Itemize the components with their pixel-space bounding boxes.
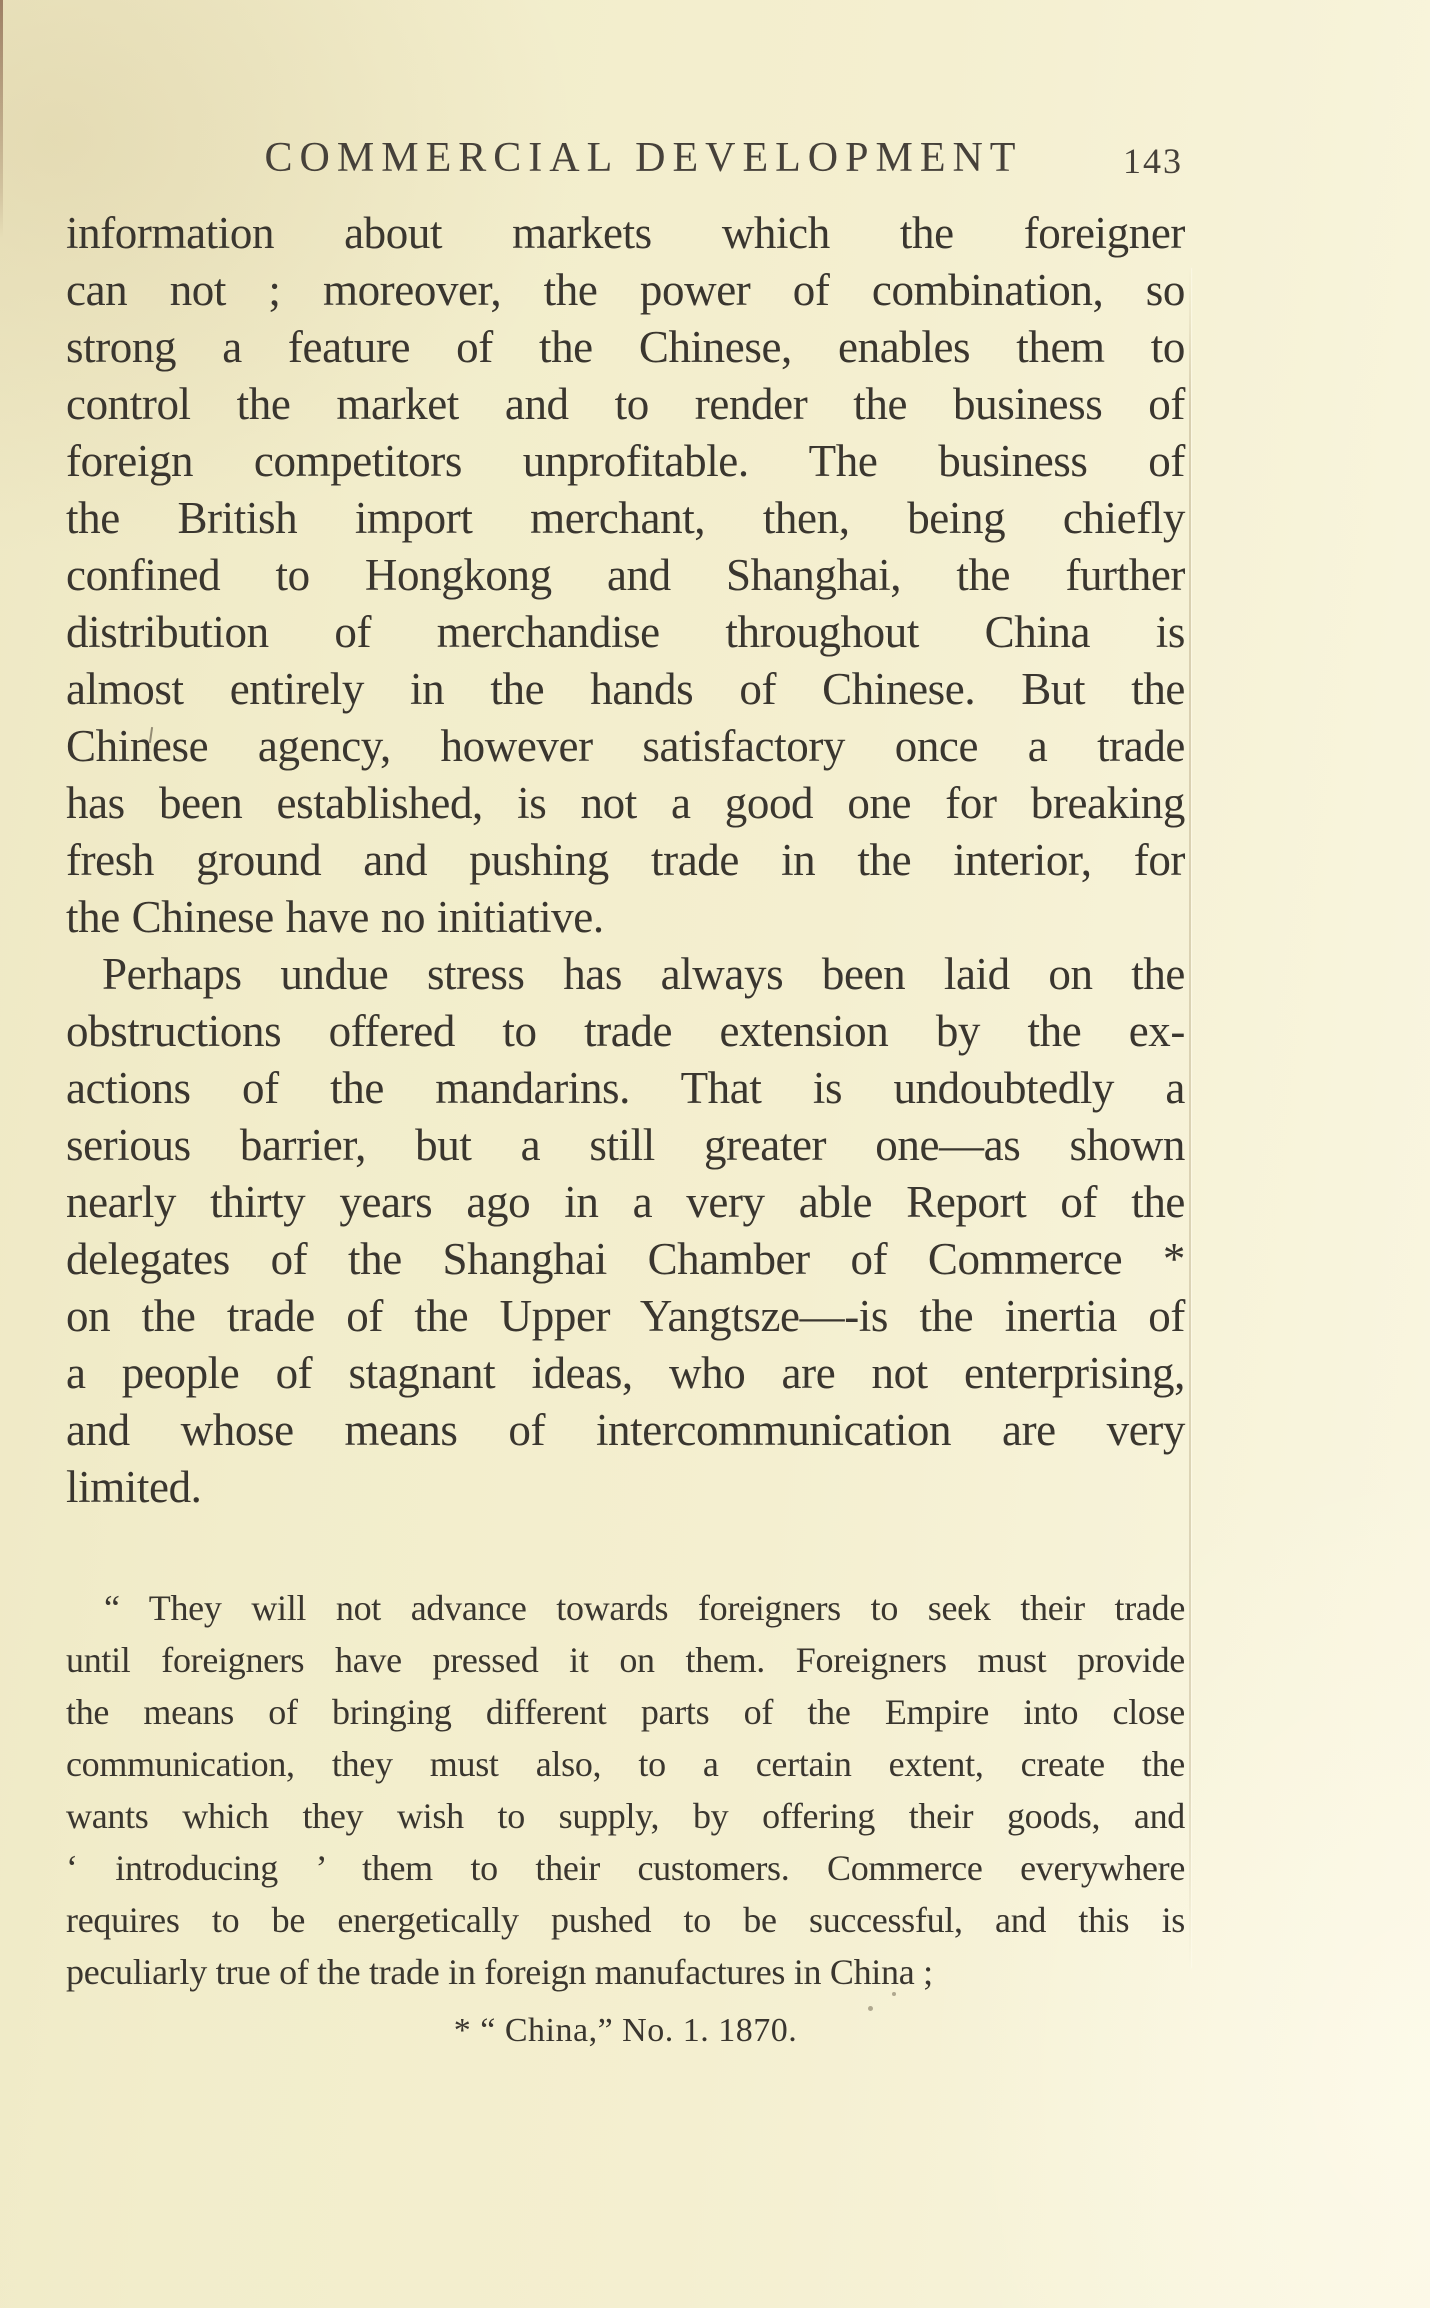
blockquote-excerpt	[66, 1582, 1185, 1998]
scan-edge-artifact	[0, 0, 3, 238]
text-line: a people of stagnant ideas, who are not enterprising,	[66, 1348, 1185, 1398]
text-line: Perhaps undue stress has always been laid on the	[102, 949, 1185, 999]
text-line: and whose means of intercommunication are very	[66, 1405, 1185, 1455]
quote-line: wants which they wish to supply, by offering their goods, and	[66, 1796, 1185, 1836]
text-line: information about markets which the foreigner	[66, 208, 1185, 258]
footnote: * “ China,” No. 1. 1870.	[453, 2012, 798, 2049]
text-line: obstructions offered to trade extension by the ex-	[66, 1006, 1185, 1056]
quote-line: until foreigners have pressed it on them. Foreigners must provide	[66, 1640, 1185, 1680]
body-text	[66, 205, 1185, 1516]
text-line: strong a feature of the Chinese, enables them to	[66, 322, 1185, 372]
text-line: has been established, is not a good one for breaking	[66, 778, 1185, 828]
quote-line: the means of bringing different parts of the Empire into close	[66, 1692, 1185, 1732]
text-line: on the trade of the Upper Yangtsze—-is the inertia of	[66, 1291, 1185, 1341]
quote-line: “ They will not advance towards foreigners to seek their trade	[104, 1588, 1185, 1628]
text-line: the Chinese have no initiative.	[66, 892, 604, 942]
text-line: limited.	[66, 1462, 202, 1512]
text-line: delegates of the Shanghai Chamber of Commerce *	[66, 1234, 1185, 1284]
page-content	[66, 132, 1185, 2054]
text-line: can not ; moreover, the power of combination, so	[66, 265, 1185, 315]
quote-line: requires to be energetically pushed to be successful, and this is	[66, 1900, 1185, 1940]
text-line: nearly thirty years ago in a very able Report of the	[66, 1177, 1185, 1227]
page-crease-artifact	[1189, 268, 1191, 1968]
page-number: 143	[1123, 141, 1183, 181]
text-line: control the market and to render the business of	[66, 379, 1185, 429]
paragraph-2	[66, 946, 1185, 1516]
text-line: distribution of merchandise throughout China is	[66, 607, 1185, 657]
text-line: confined to Hongkong and Shanghai, the further	[66, 550, 1185, 600]
quote-line: ‘ introducing ’ them to their customers. Commerce everywhere	[66, 1848, 1185, 1888]
text-line: fresh ground and pushing trade in the interior, for	[66, 835, 1185, 885]
text-line: serious barrier, but a still greater one—as shown	[66, 1120, 1185, 1170]
running-head-title: COMMERCIAL DEVELOPMENT	[264, 135, 1023, 181]
quote-line: communication, they must also, to a certain extent, create the	[66, 1744, 1185, 1784]
quote-line: peculiarly true of the trade in foreign manufactures in China ;	[66, 1952, 933, 1992]
text-line: foreign competitors unprofitable. The business of	[66, 436, 1185, 486]
text-line: actions of the mandarins. That is undoubtedly a	[66, 1063, 1185, 1113]
text-line: Chinese agency, however satisfactory once a trade	[66, 721, 1185, 771]
text-line: almost entirely in the hands of Chinese. But the	[66, 664, 1185, 714]
text-line: the British import merchant, then, being chiefly	[66, 493, 1185, 543]
paragraph-1	[66, 205, 1185, 946]
page-header	[66, 132, 1185, 184]
